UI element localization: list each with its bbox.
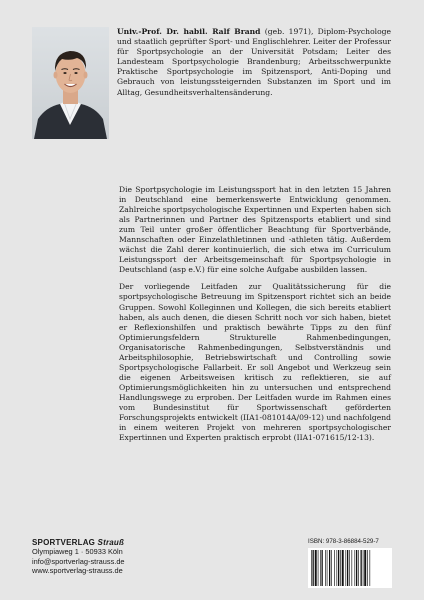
publisher-email: info@sportverlag-strauss.de [32, 556, 125, 566]
description-paragraph-1: Die Sportpsychologie im Leistungssport hat in den letzten 15 Jahren in Deutschland eine bemerkenswerte Entwicklung genommen. Zahlreiche sportpsychologische Expertinnen und Experten haben sich als Partnerinnen und Partner des Spitzensports etabliert und sind zum Teil unter großer öffentlicher Beachtung für Sportverbände, Mannschaften oder Einzelathletinnen und -athleten tätig. Außerdem wächst die Zahl derer kontinuierlich, die sich etwa im Curriculum Leistungssport der Arbeitsgemeinschaft für Sportpsychologie in Deutschland (asp e.V.) für eine solche Aufgabe ausbilden lassen. [119, 185, 391, 275]
isbn-block [308, 538, 392, 588]
author-photo [32, 27, 109, 139]
description-paragraph-2: Der vorliegende Leitfaden zur Qualitätssicherung für die sportpsychologische Betreuung im Spitzensport richtet sich an beide Gruppen. Sowohl Kolleginnen und Kollegen, die sich bereits etabliert haben, als auch denen, die diesen Schritt noch vor sich haben, bietet er Reflexionshilfen und praktisch bewährte Tipps zu den fünf Optimierungsfeldern Strukturelle Rahmenbedingungen, Organisatorische Rahmenbedingungen, Selbstverständnis und Arbeitsphilosophie, Betriebswirtschaft und Controlling sowie Sportpsychologische Fallarbeit. Er soll Angebot und Werkzeug sein die eigenen Arbeitsweisen kritisch zu reflektieren, sie auf Optimierungsmöglichkeiten hin zu untersuchen und entsprechend Handlungswege zu erproben. Der Leitfaden wurde im Rahmen eines vom Bundesinstitut für Sportwissenschaft geförderten Forschungsprojekts entwickelt (IIA1-081014A/09-12) und nachfolgend in einem weiteren Projekt von mehreren sportpsychologischer Expertinnen und Experten praktisch erprobt (IIA1-071615/12-13). [119, 282, 391, 443]
author-name: Univ.-Prof. Dr. habil. Ralf Brand [117, 27, 261, 36]
author-portrait-illustration [32, 27, 109, 139]
author-bio-text: (geb. 1971), Diplom-Psychologe und staatlich geprüfter Sport- und Englischlehrer. Leiter der Professur für Sportpsychologie an der Universität Potsdam; Leiter des Landesteam Sportpsychologie Brandenburg; Arbeitsschwerpunkte Praktische Sportpsychologie im Spitzensport, Anti-Doping und Gebrauch von leistungssteigernden Substanzen im Sport und im Alltag, Gesundheitsverhaltensänderung. [117, 27, 391, 97]
publisher-website: www.sportverlag-strauss.de [32, 566, 123, 576]
publisher-brand: Strauß [97, 538, 125, 547]
publisher-name: SPORTVERLAG [32, 538, 96, 547]
author-bio [117, 27, 391, 98]
isbn-number: ISBN: 978-3-86884-529-7 [308, 538, 379, 545]
publisher-info [32, 538, 182, 576]
barcode-graphic [308, 548, 392, 588]
publisher-logo [32, 538, 182, 547]
publisher-address: Olympiaweg 1 · 50933 Köln [32, 547, 123, 557]
book-description [119, 185, 391, 450]
